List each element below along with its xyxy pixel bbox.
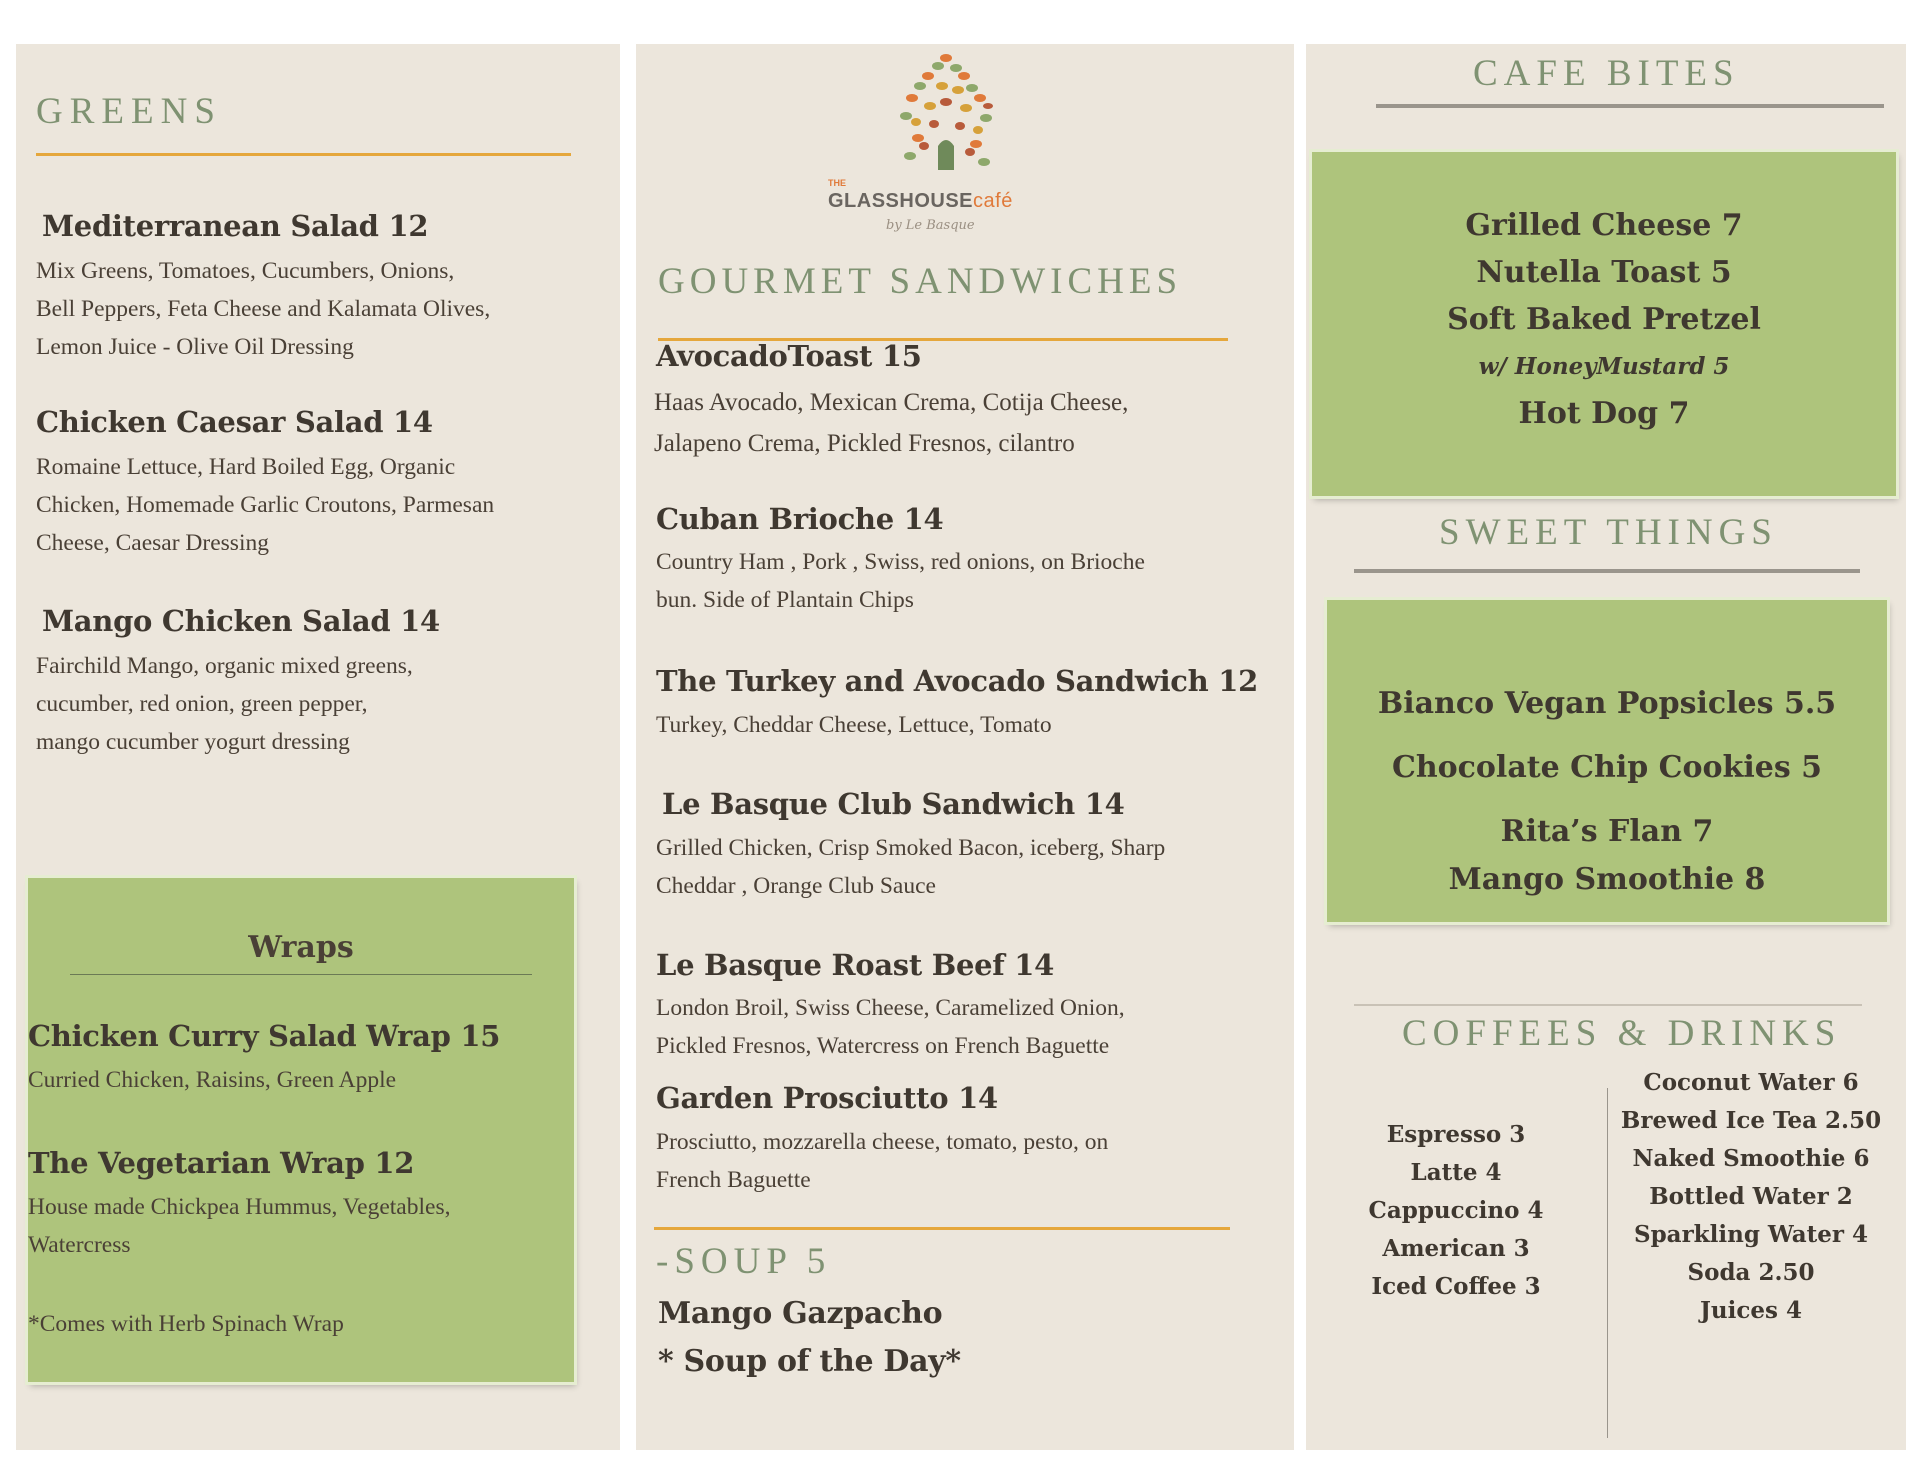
menu-item: Chocolate Chip Cookies 5 xyxy=(1391,750,1823,785)
logo-name: GLASSHOUSEcafé xyxy=(828,190,1013,212)
menu-item: Latte 4 xyxy=(1410,1159,1502,1186)
menu-item: Hot Dog 7 xyxy=(1518,396,1690,431)
sandwich-desc: Prosciutto, mozzarella cheese, tomato, pesto, on French Baguette xyxy=(656,1129,1109,1193)
greens-heading: GREENS xyxy=(36,91,222,132)
wraps-heading: Wraps xyxy=(248,930,354,965)
menu-item: Rita’s Flan 7 xyxy=(1500,814,1714,849)
right-panel xyxy=(1306,44,1906,1450)
sandwich-desc: Grilled Chicken, Crisp Smoked Bacon, iceberg, Sharp Cheddar , Orange Club Sauce xyxy=(656,835,1166,899)
menu-item: Nutella Toast 5 xyxy=(1476,255,1732,290)
sandwich-desc: Country Ham , Pork , Swiss, red onions, on Brioche bun. Side of Plantain Chips xyxy=(656,549,1145,613)
menu-item: Juices 4 xyxy=(1700,1297,1802,1324)
menu-item: Mango Smoothie 8 xyxy=(1448,862,1766,897)
menu-item: Bianco Vegan Popsicles 5.5 xyxy=(1377,686,1837,721)
greens-item-title: Mediterranean Salad 12 xyxy=(42,209,429,243)
drinks-top-rule xyxy=(1354,1004,1862,1006)
drinks-list xyxy=(1616,1064,1886,1330)
menu-item: Iced Coffee 3 xyxy=(1371,1273,1541,1300)
wraps-note: *Comes with Herb Spinach Wrap xyxy=(28,1311,344,1337)
greens-item-desc: Mix Greens, Tomatoes, Cucumbers, Onions, Bell Peppers, Feta Cheese and Kalamata Olives, Lemon Juice - Olive Oil Dressing xyxy=(36,258,491,360)
cafe-bites-list xyxy=(1312,202,1896,437)
sandwich-title: Le Basque Roast Beef 14 xyxy=(656,948,1054,982)
drinks-divider xyxy=(1607,1088,1608,1438)
sandwich-desc: Haas Avocado, Mexican Crema, Cotija Cheese, Jalapeno Crema, Pickled Fresnos, cilantro xyxy=(654,389,1129,457)
drinks-heading: COFFEES & DRINKS xyxy=(1402,1013,1842,1054)
wraps-rule xyxy=(70,974,532,975)
sandwich-title: Garden Prosciutto 14 xyxy=(656,1081,998,1115)
menu-item: Brewed Ice Tea 2.50 xyxy=(1620,1107,1882,1134)
sweet-things-list xyxy=(1327,680,1887,904)
soup-heading: -SOUP 5 xyxy=(656,1241,832,1282)
menu-item: Sparkling Water 4 xyxy=(1633,1221,1869,1248)
menu-item: Naked Smoothie 6 xyxy=(1632,1145,1870,1172)
menu-item: Bottled Water 2 xyxy=(1649,1183,1853,1210)
house-of-butterflies-icon xyxy=(846,46,1046,186)
sandwiches-panel xyxy=(636,44,1294,1450)
cafe-bites-box xyxy=(1312,152,1896,496)
cafe-bites-heading: CAFE BITES xyxy=(1473,53,1740,94)
greens-item-desc: Fairchild Mango, organic mixed greens, cucumber, red onion, green pepper, mango cucumber yogurt dressing xyxy=(36,653,413,755)
wraps-item-desc: House made Chickpea Hummus, Vegetables, Watercress xyxy=(28,1194,451,1258)
sweet-things-heading: SWEET THINGS xyxy=(1439,512,1778,553)
sandwich-title: Le Basque Club Sandwich 14 xyxy=(662,787,1125,821)
sandwich-title: The Turkey and Avocado Sandwich 12 xyxy=(656,664,1258,698)
coffee-list xyxy=(1356,1116,1556,1306)
wraps-item-desc: Curried Chicken, Raisins, Green Apple xyxy=(28,1067,397,1093)
greens-item-desc: Romaine Lettuce, Hard Boiled Egg, Organic Chicken, Homemade Garlic Croutons, Parmesan Cheese, Caesar Dressing xyxy=(36,454,495,556)
menu-item: Cappuccino 4 xyxy=(1368,1197,1544,1224)
sweet-things-box xyxy=(1327,600,1887,922)
greens-item-title: Mango Chicken Salad 14 xyxy=(42,604,440,638)
sandwich-desc: London Broil, Swiss Cheese, Caramelized Onion, Pickled Fresnos, Watercress on French Baguette xyxy=(656,995,1125,1059)
greens-item-title: Chicken Caesar Salad 14 xyxy=(36,405,433,439)
wraps-item-title: The Vegetarian Wrap 12 xyxy=(28,1146,415,1180)
sandwich-desc: Turkey, Cheddar Cheese, Lettuce, Tomato xyxy=(656,712,1052,738)
menu-item: Soda 2.50 xyxy=(1687,1259,1815,1286)
sandwich-title: AvocadoToast 15 xyxy=(656,339,922,373)
greens-panel xyxy=(16,44,620,1450)
soup-item: Mango Gazpacho xyxy=(658,1296,943,1331)
sandwich-title: Cuban Brioche 14 xyxy=(656,502,944,536)
menu-item: Espresso 3 xyxy=(1386,1121,1526,1148)
glasshouse-logo: THE GLASSHOUSEcafé by Le Basque xyxy=(846,46,1046,246)
greens-rule xyxy=(36,153,571,156)
wraps-box xyxy=(28,878,574,1382)
wraps-item-title: Chicken Curry Salad Wrap 15 xyxy=(28,1019,501,1053)
menu-item: Grilled Cheese 7 xyxy=(1465,208,1743,243)
soup-item: * Soup of the Day* xyxy=(658,1344,961,1379)
menu-item: Soft Baked Pretzel xyxy=(1447,302,1761,337)
menu-item: Coconut Water 6 xyxy=(1643,1069,1859,1096)
soup-rule xyxy=(654,1227,1230,1230)
menu-item: w/ HoneyMustard 5 xyxy=(1478,353,1730,380)
cafe-bites-rule xyxy=(1376,104,1884,108)
sweet-things-rule xyxy=(1354,569,1860,573)
menu-item: American 3 xyxy=(1382,1235,1530,1262)
sandwiches-heading: GOURMET SANDWICHES xyxy=(658,261,1183,302)
